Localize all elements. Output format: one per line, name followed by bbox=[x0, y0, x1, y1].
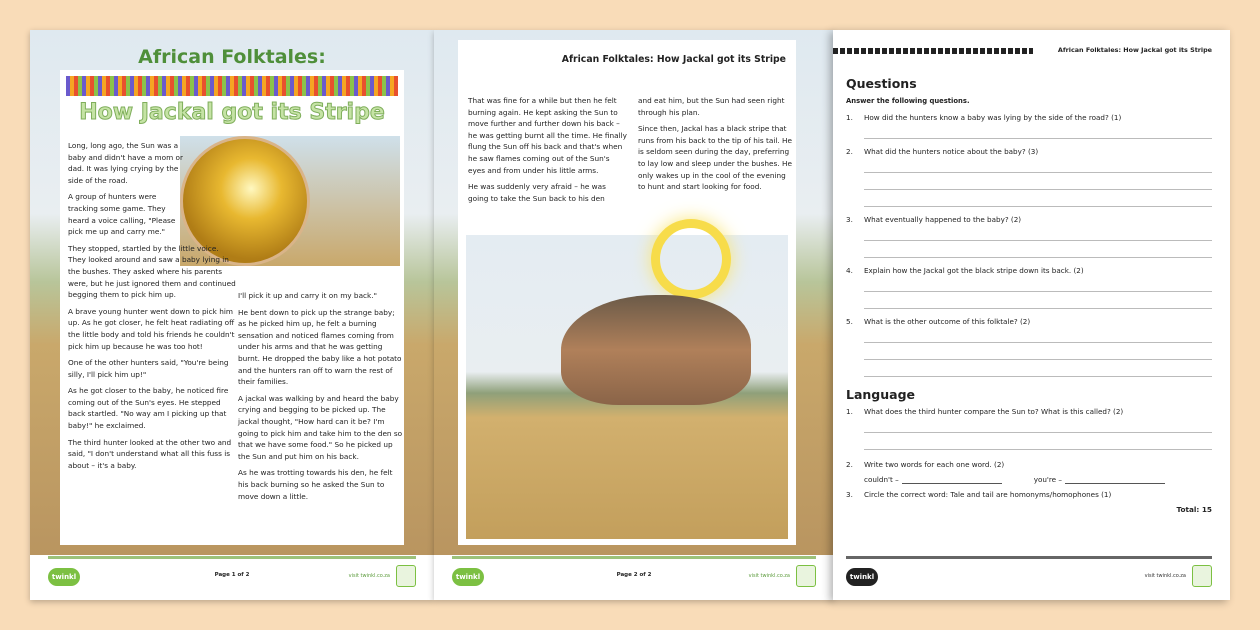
subtitle: How Jackal got its Stripe bbox=[79, 100, 385, 125]
title: African Folktales: bbox=[138, 46, 326, 68]
answer-line[interactable] bbox=[864, 275, 1212, 292]
question: 1. How did the hunters know a baby was lying by the side of the road? (1) bbox=[846, 113, 1122, 122]
question: 2. What did the hunters notice about the baby? (3) bbox=[846, 147, 1039, 156]
answer-line[interactable] bbox=[864, 343, 1212, 360]
paragraph: As he got closer to the baby, he noticed fire coming out of the Sun's eyes. He stepped back startled. "No way am I picking up that baby!" he exclaimed. bbox=[68, 386, 229, 431]
question: 5. What is the other outcome of this folktale? (2) bbox=[846, 317, 1031, 326]
answer-line[interactable] bbox=[864, 241, 1212, 258]
paragraph: A jackal was walking by and heard the baby crying and begging to be picked up. The jackal thought, "How hard can it be? I'm going to pick him and take him to the den so that we have some food." So he picked up the Sun and put him on his back. bbox=[238, 393, 403, 461]
page-1 bbox=[30, 30, 434, 600]
paragraph: They stopped, startled by the little voice. They looked around and saw a baby lying in the bushes. They asked where his parents were, but he just ignored them and continued begging them to pick him up. bbox=[68, 243, 236, 300]
triangle-border bbox=[833, 48, 1033, 54]
page-number: Page 1 of 2 bbox=[214, 572, 250, 578]
question: 4. Explain how the Jackal got the black stripe down its back. (2) bbox=[846, 266, 1084, 275]
story-column-2 bbox=[238, 290, 404, 507]
quality-badge-icon bbox=[396, 565, 416, 587]
answer-line[interactable] bbox=[864, 360, 1212, 377]
contraction-row bbox=[864, 475, 1212, 484]
language-question: 2. Write two words for each one word. (2) bbox=[846, 460, 1005, 469]
paragraph: As he was trotting towards his den, he felt his back burning so he asked the Sun to move down a little. bbox=[238, 468, 393, 501]
word-youre: you're – bbox=[1033, 475, 1062, 484]
answer-line[interactable] bbox=[864, 326, 1212, 343]
paragraph: A group of hunters were tracking some game. They heard a voice calling, "Please pick me up and carry me." bbox=[68, 192, 176, 237]
page-header: African Folktales: How Jackal got its Stripe bbox=[561, 54, 786, 65]
quality-badge-icon bbox=[796, 565, 816, 587]
paragraph: and eat him, but the Sun had seen right through his plan. bbox=[638, 96, 785, 117]
jackal-illustration bbox=[466, 235, 788, 539]
language-question: 3. Circle the correct word: Tale and tail are homonyms/homophones (1) bbox=[846, 490, 1112, 499]
paragraph: He was suddenly very afraid – he was going to take the Sun back to his den bbox=[468, 182, 606, 203]
story-column-2 bbox=[638, 95, 793, 198]
answer-line[interactable] bbox=[864, 416, 1212, 433]
story-column-1 bbox=[68, 140, 238, 476]
answer-blank[interactable] bbox=[1065, 475, 1165, 484]
paragraph: That was fine for a while but then he felt burning again. He kept asking the Sun to move further and further down his back – he was getting burnt all the time. He finally flung the Sun off his back and that's when he saw flames coming out of the Sun's eyes and from under his little arms. bbox=[468, 96, 627, 175]
questions-section bbox=[846, 76, 1212, 514]
answer-line[interactable] bbox=[864, 292, 1212, 309]
paragraph: Since then, Jackal has a black stripe that runs from his back to the tip of his tail. He is seldom seen during the day, preferring to lay low and sleep under the bushes. He only wakes up in the cool of the evening to hunt and start looking for food. bbox=[638, 124, 793, 192]
answer-blank[interactable] bbox=[902, 475, 1002, 484]
answer-line[interactable] bbox=[864, 433, 1212, 450]
page-footer bbox=[846, 556, 1212, 600]
page-footer bbox=[452, 556, 816, 600]
story-column-1 bbox=[468, 95, 628, 209]
sun-icon bbox=[651, 219, 731, 299]
twinkl-logo: twinkl bbox=[846, 568, 878, 586]
twinkl-logo: twinkl bbox=[48, 568, 80, 586]
jackal-body bbox=[561, 295, 751, 405]
quality-badge-icon bbox=[1192, 565, 1212, 587]
answer-line[interactable] bbox=[864, 122, 1212, 139]
story-panel bbox=[60, 70, 404, 545]
language-question: 1. What does the third hunter compare the Sun to? What is this called? (2) bbox=[846, 407, 1124, 416]
paragraph: He bent down to pick up the strange baby; as he picked him up, he felt a burning sensation and noticed flames coming from under his arms and that he was getting burnt. He dropped the baby like a hot potato and the hunters ran off to warn the rest of their families. bbox=[238, 307, 402, 387]
page-2 bbox=[434, 30, 834, 600]
page-footer bbox=[48, 556, 416, 600]
pattern-border bbox=[66, 76, 398, 96]
answer-line[interactable] bbox=[864, 156, 1212, 173]
questions-heading: Questions bbox=[846, 76, 917, 91]
total-score: Total: 15 bbox=[1176, 505, 1212, 514]
website-link[interactable]: visit twinkl.co.za bbox=[348, 573, 390, 579]
instructions: Answer the following questions. bbox=[846, 97, 970, 105]
website-link[interactable]: visit twinkl.co.za bbox=[1144, 573, 1186, 579]
website-link[interactable]: visit twinkl.co.za bbox=[748, 573, 790, 579]
paragraph: A brave young hunter went down to pick him up. As he got closer, he felt heat radiating off the little body and told his friends he couldn't pick him up because he was too hot! bbox=[68, 306, 235, 351]
paragraph: I'll pick it up and carry it on my back." bbox=[238, 291, 377, 300]
answer-line[interactable] bbox=[864, 224, 1212, 241]
page-number: Page 2 of 2 bbox=[616, 572, 652, 578]
answer-line[interactable] bbox=[864, 173, 1212, 190]
language-heading: Language bbox=[846, 387, 916, 402]
paragraph: The third hunter looked at the other two and said, "I don't understand what all this fuss is about – it's a baby. bbox=[68, 437, 232, 470]
word-couldnt: couldn't – bbox=[864, 475, 899, 484]
question: 3. What eventually happened to the baby? (2) bbox=[846, 215, 1022, 224]
page-3-worksheet bbox=[833, 30, 1230, 600]
story-panel bbox=[458, 40, 796, 545]
answer-line[interactable] bbox=[864, 190, 1212, 207]
page-header: African Folktales: How Jackal got its Stripe bbox=[1057, 46, 1212, 54]
paragraph: Long, long ago, the Sun was a baby and didn't have a mom or dad. It was lying crying by the side of the road. bbox=[68, 141, 184, 185]
twinkl-logo: twinkl bbox=[452, 568, 484, 586]
paragraph: One of the other hunters said, "You're being silly, I'll pick him up!" bbox=[68, 358, 229, 379]
